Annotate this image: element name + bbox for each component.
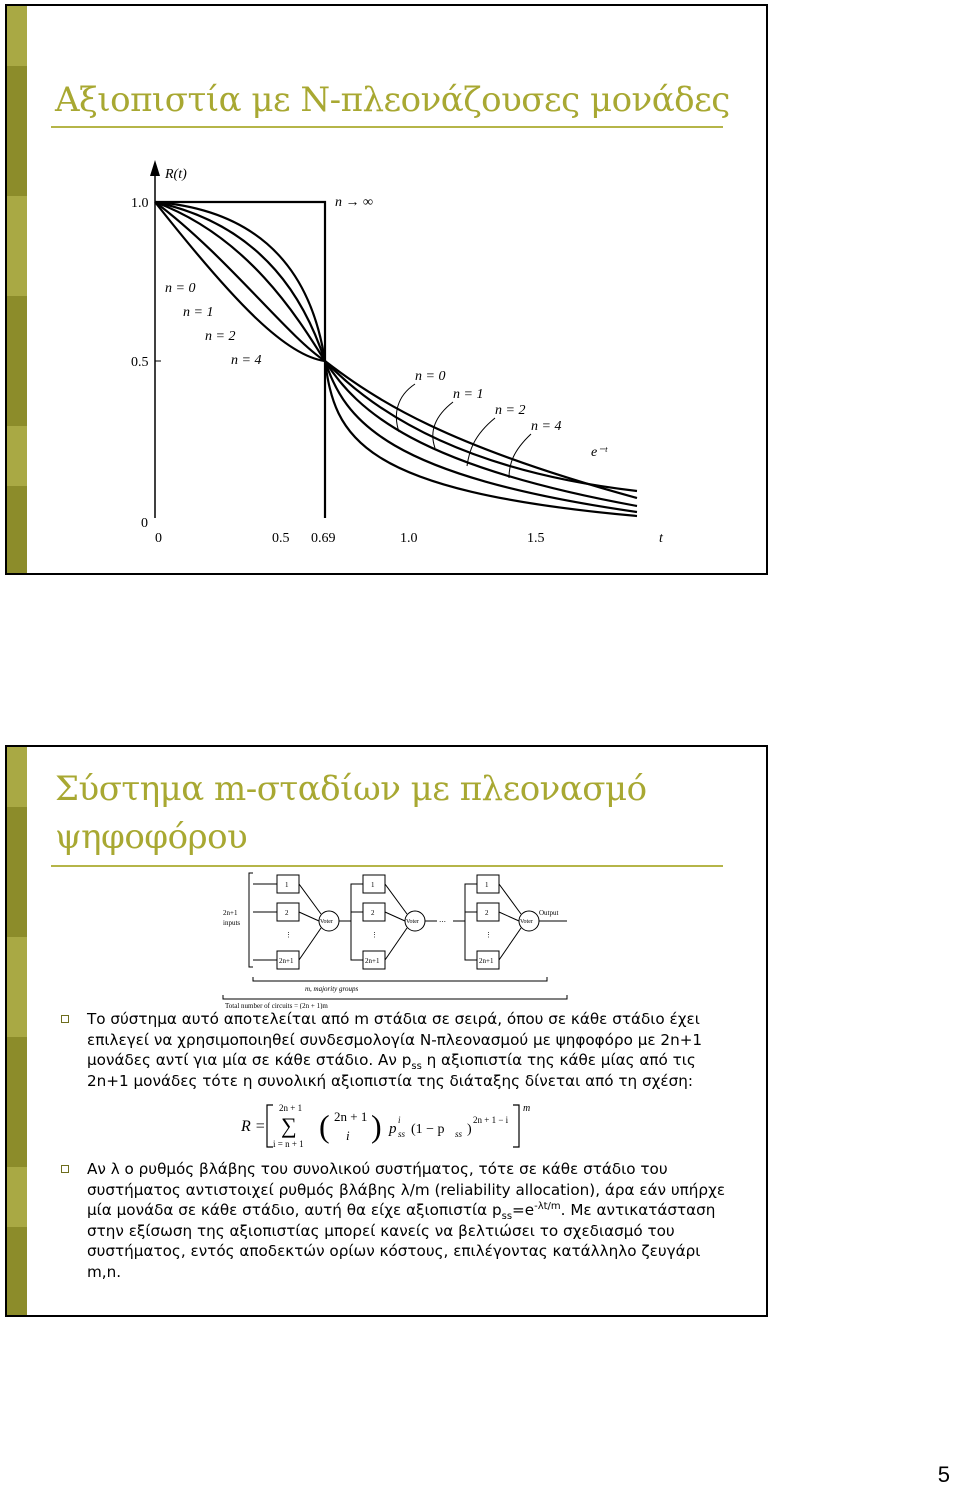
svg-text:⋮: ⋮ — [371, 931, 378, 939]
x-tick-05: 0.5 — [272, 531, 290, 546]
label-n-infinity: n → ∞ — [335, 195, 373, 210]
svg-text:1: 1 — [371, 881, 375, 889]
svg-text:inputs: inputs — [223, 919, 241, 927]
label-right-n0: n = 0 — [415, 369, 446, 384]
svg-text:⋮: ⋮ — [485, 931, 492, 939]
svg-text:2n+1: 2n+1 — [279, 957, 294, 965]
x-tick-1: 1.0 — [400, 531, 418, 546]
voter-stage-diagram — [217, 869, 577, 1009]
svg-text:2n+1: 2n+1 — [223, 909, 238, 917]
reliability-formula — [241, 1101, 541, 1151]
x-tick-15: 1.5 — [527, 531, 545, 546]
svg-text:i = n + 1: i = n + 1 — [273, 1139, 304, 1149]
curve-exp — [155, 202, 637, 491]
svg-text:∑: ∑ — [281, 1113, 297, 1138]
page-number: 5 — [937, 1462, 950, 1487]
y-axis-label: R(t) — [165, 167, 187, 182]
title-rule — [51, 126, 723, 128]
svg-text:i: i — [398, 1115, 401, 1125]
svg-text:1: 1 — [285, 881, 289, 889]
bullet-square-icon — [61, 1165, 69, 1173]
slide-title: Αξιοπιστία με Ν-πλεονάζουσες μονάδες — [55, 80, 730, 120]
svg-text:Voter: Voter — [406, 919, 419, 925]
svg-text:⋮: ⋮ — [285, 931, 292, 939]
svg-text:p: p — [389, 1121, 397, 1137]
y-tick-1: 1.0 — [131, 196, 149, 211]
bullet-square-icon — [61, 1015, 69, 1023]
label-right-n4: n = 4 — [531, 419, 562, 434]
svg-text:i: i — [346, 1128, 350, 1143]
svg-text:2: 2 — [285, 909, 289, 917]
svg-text:2n+1: 2n+1 — [479, 957, 494, 965]
svg-text:2: 2 — [371, 909, 375, 917]
slide-title-line-1: Σύστημα m-σταδίων με πλεονασμό — [55, 769, 647, 809]
svg-text:ss: ss — [455, 1129, 463, 1139]
slide-2 — [5, 745, 768, 1317]
svg-text:2: 2 — [485, 909, 489, 917]
reliability-chart — [117, 146, 677, 556]
bullet-list — [61, 1009, 731, 1282]
curve-n1 — [155, 202, 637, 506]
svg-text:Total number of circuits = (2n: Total number of circuits = (2n + 1)m — [225, 1002, 328, 1009]
curve-n0 — [155, 202, 637, 498]
svg-text:Output: Output — [539, 909, 559, 917]
svg-text:): ) — [371, 1108, 382, 1144]
label-left-n4: n = 4 — [231, 353, 262, 368]
svg-text:1: 1 — [485, 881, 489, 889]
title-rule — [51, 865, 723, 867]
svg-text:m, majority groups: m, majority groups — [305, 985, 359, 993]
slide-1 — [5, 4, 768, 575]
bullet-text-2: Αν λ ο ρυθμός βλάβης του συνολικού συστήματος, τότε σε κάθε στάδιο του συστήματος αντιστοιχεί ρυθμός βλάβης λ/m (reliability allocation), άρα εάν υπήρχε μία μονάδα σε κάθε στάδιο, αυτή θα είχε αξιοπιστία $p_{ss}=e^{-\lambda t/m}$. Με αντικατάσταση στην εξίσωση της αξιοπιστίας μπορεί κανείς να βελτιώσει το σχεδιασμό του συστήματος, εντός αποδεκτών ορίων κόστους, επιλέγοντας κατάλληλο ζευγάρι m,n. — [87, 1160, 726, 1281]
svg-text:2n + 1: 2n + 1 — [334, 1109, 368, 1124]
label-left-n2: n = 2 — [205, 329, 236, 344]
y-tick-05: 0.5 — [131, 355, 149, 370]
svg-text:2n + 1: 2n + 1 — [279, 1103, 303, 1113]
svg-text:): ) — [467, 1122, 472, 1137]
x-tick-0: 0 — [155, 531, 162, 546]
svg-text:ss: ss — [398, 1129, 406, 1139]
x-tick-069: 0.69 — [311, 531, 336, 546]
svg-text:m: m — [523, 1103, 531, 1114]
slide-title — [55, 765, 647, 861]
slide-sidebar — [7, 747, 27, 1315]
curve-n4 — [155, 202, 637, 516]
svg-text:Voter: Voter — [320, 919, 333, 925]
label-exp: e⁻ᵗ — [591, 445, 607, 460]
slide-title-line-2: ψηφοφόρου — [55, 817, 248, 857]
svg-text:R =: R = — [241, 1118, 266, 1135]
svg-text:(1 − p: (1 − p — [411, 1122, 445, 1137]
svg-text:(: ( — [319, 1108, 330, 1144]
y-axis-arrow — [150, 160, 160, 176]
svg-text:2n+1: 2n+1 — [365, 957, 380, 965]
bullet-item-1 — [61, 1009, 731, 1091]
slide-sidebar — [7, 6, 27, 573]
label-right-n1: n = 1 — [453, 387, 484, 402]
x-axis-label: t — [659, 531, 663, 546]
label-left-n0: n = 0 — [165, 281, 196, 296]
label-right-n2: n = 2 — [495, 403, 526, 418]
svg-text:Voter: Voter — [520, 919, 533, 925]
y-tick-0: 0 — [141, 516, 148, 531]
label-left-n1: n = 1 — [183, 305, 214, 320]
svg-text:2n + 1 − i: 2n + 1 − i — [473, 1115, 509, 1125]
svg-text:⋯: ⋯ — [439, 918, 446, 926]
bullet-item-2 — [61, 1159, 731, 1282]
bullet-text-1: Το σύστημα αυτό αποτελείται από m στάδια σε σειρά, όπου σε κάθε στάδιο έχει επιλεγεί να χρησιμοποιηθεί συνδεσμολογία Ν-πλεονασμού με ψηφοφόρο με 2n+1 μονάδες αντί για μία σε κάθε στάδιο. Αν $p_{ss}$ η αξιοπιστία της κάθε μίας από τις 2n+1 μονάδες τότε η συνολική αξιοπιστία της διάταξης δίνεται από τη σχέση: — [87, 1010, 703, 1090]
